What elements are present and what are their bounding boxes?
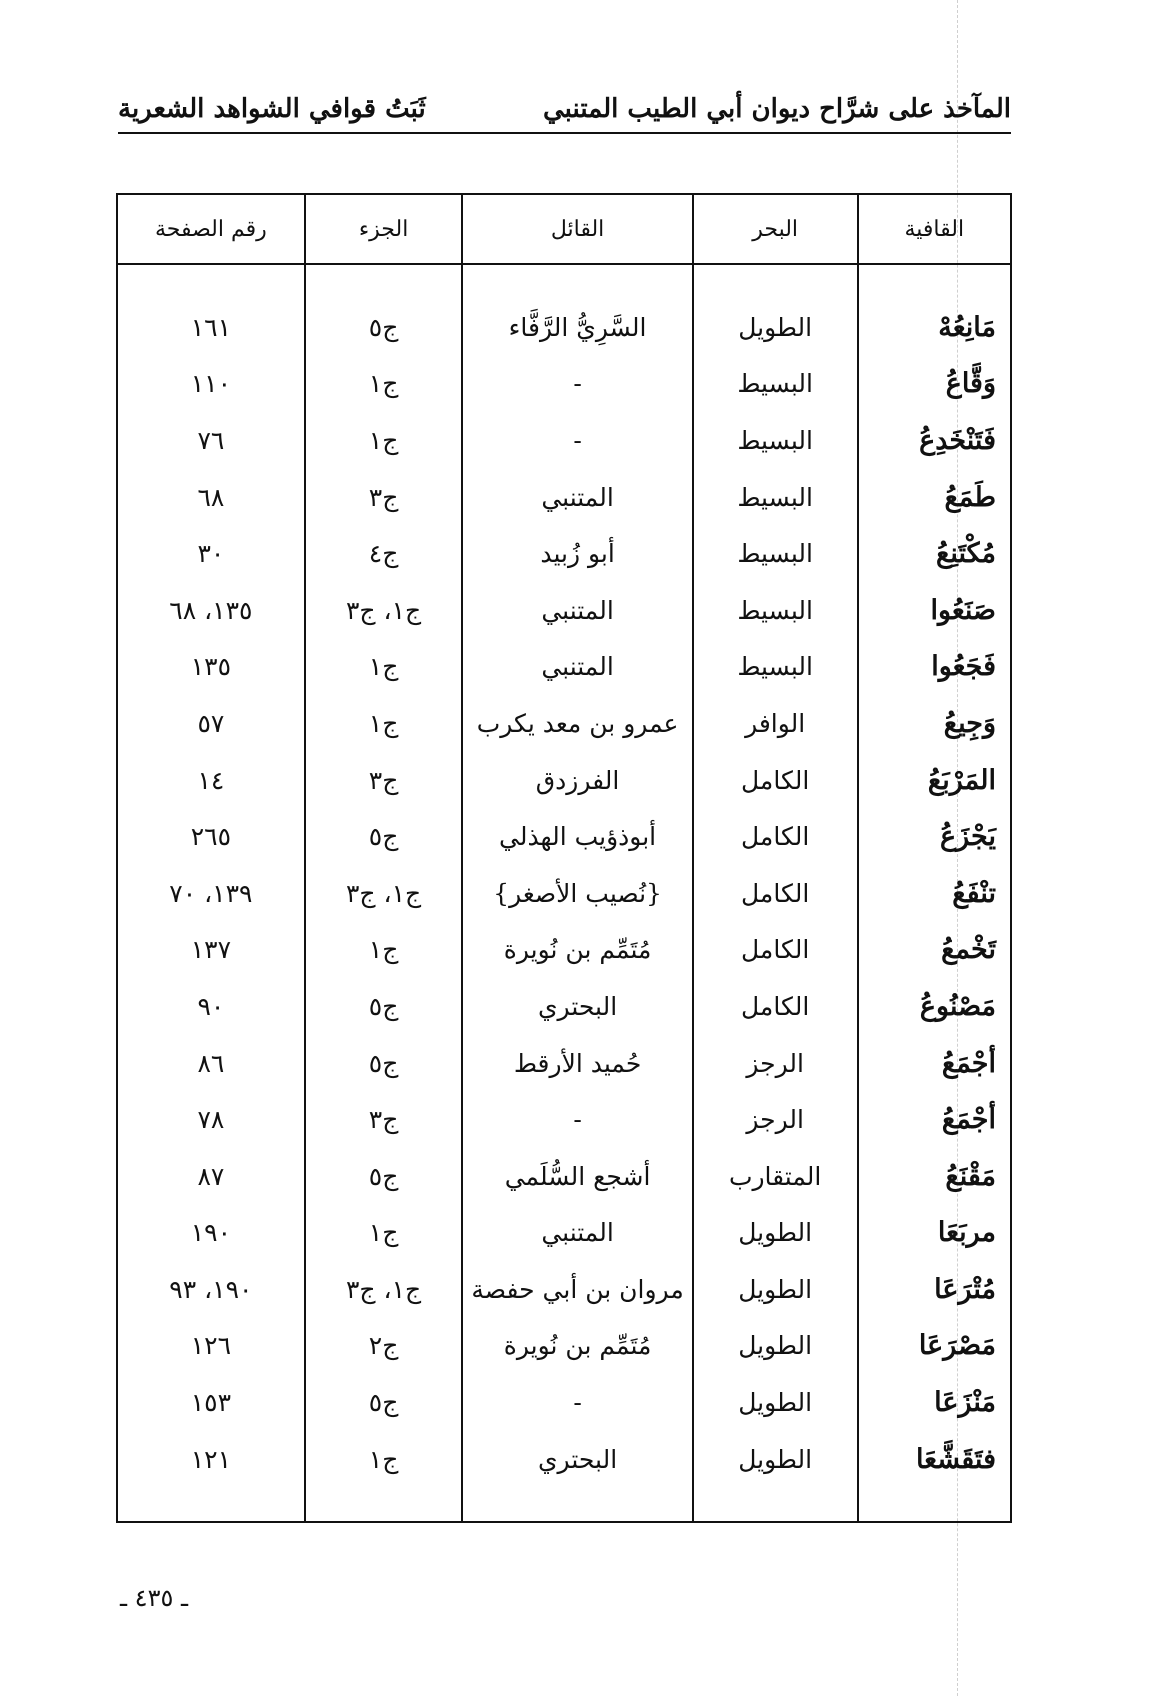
cell-poet: أبوذؤيب الهذلي	[462, 808, 692, 865]
rhyme-index-table	[116, 193, 1012, 1523]
cell-page: ١٢١	[190, 1444, 232, 1474]
cell-meter: المتقارب	[693, 1148, 858, 1205]
cell-poet: المتنبي	[462, 469, 692, 526]
cell-meter: الكامل	[693, 865, 858, 922]
cell-rhyme: تَخْمعُ	[858, 922, 1011, 979]
table-row	[117, 695, 1011, 752]
cell-page: ١٩٠، ٩٣	[169, 1274, 253, 1304]
column-header-part: الجزء	[305, 194, 463, 264]
cell-rhyme: وَجِيعُ	[858, 695, 1011, 752]
table-row	[117, 1205, 1011, 1262]
cell-page: ٩٠	[197, 991, 225, 1021]
cell-meter: البسيط	[693, 356, 858, 413]
cell-meter: الطويل	[693, 299, 858, 356]
cell-poet: الفرزدق	[462, 752, 692, 809]
cell-part: ج٣	[305, 752, 463, 809]
cell-part: ج٥	[305, 1148, 463, 1205]
table-row	[117, 922, 1011, 979]
cell-page: ١٣٧	[190, 935, 232, 965]
table-row	[117, 865, 1011, 922]
cell-part: ج١، ج٣	[305, 1261, 463, 1318]
cell-page: ٧٨	[197, 1105, 225, 1135]
cell-poet: البحتري	[462, 978, 692, 1035]
cell-poet: مروان بن أبي حفصة	[462, 1261, 692, 1318]
cell-rhyme: طَمَعُ	[858, 469, 1011, 526]
table-row-spacer-top	[117, 264, 1011, 299]
cell-rhyme: فَجَعُوا	[858, 639, 1011, 696]
table-row	[117, 808, 1011, 865]
table-row	[117, 1318, 1011, 1375]
cell-poet: المتنبي	[462, 639, 692, 696]
cell-part: ج٣	[305, 469, 463, 526]
cell-part: ج٥	[305, 978, 463, 1035]
cell-part: ج١	[305, 1431, 463, 1488]
cell-poet: أبو زُبيد	[462, 525, 692, 582]
cell-rhyme: فَتَنْخَدِعُ	[858, 412, 1011, 469]
cell-poet: المتنبي	[462, 1205, 692, 1262]
cell-meter: الوافر	[693, 695, 858, 752]
cell-part: ج١	[305, 639, 463, 696]
cell-rhyme: مُكْتَنِعُ	[858, 525, 1011, 582]
cell-poet: مُتَمِّم بن نُويرة	[462, 1318, 692, 1375]
cell-page: ١٣٩، ٧٠	[169, 878, 253, 908]
cell-rhyme: يَجْزَعُ	[858, 808, 1011, 865]
cell-poet: حُميد الأرقط	[462, 1035, 692, 1092]
cell-rhyme: مُتْرَعَا	[858, 1261, 1011, 1318]
table-row	[117, 299, 1011, 356]
cell-rhyme: أجْمَعُ	[858, 1035, 1011, 1092]
cell-meter: الكامل	[693, 922, 858, 979]
cell-rhyme: صَنَعُوا	[858, 582, 1011, 639]
cell-page: ١١٠	[190, 369, 232, 399]
cell-rhyme: مربَعَا	[858, 1205, 1011, 1262]
cell-poet: -	[462, 412, 692, 469]
running-head	[118, 86, 1011, 134]
table-row	[117, 1431, 1011, 1488]
table-row-spacer-bottom	[117, 1487, 1011, 1522]
cell-poet: البحتري	[462, 1431, 692, 1488]
cell-part: ج١، ج٣	[305, 582, 463, 639]
table-header-row	[117, 194, 1011, 264]
table-row	[117, 978, 1011, 1035]
column-header-rhyme: القافية	[858, 194, 1011, 264]
page-number: ـ ٤٣٥ ـ	[120, 1584, 189, 1612]
cell-part: ج١	[305, 922, 463, 979]
cell-page: ٨٦	[197, 1048, 225, 1078]
column-header-meter: البحر	[693, 194, 858, 264]
cell-page: ٣٠	[197, 539, 225, 569]
cell-poet: أشجع السُّلَمي	[462, 1148, 692, 1205]
cell-rhyme: مَقْنَعُ	[858, 1148, 1011, 1205]
cell-part: ج٢	[305, 1318, 463, 1375]
cell-meter: البسيط	[693, 412, 858, 469]
cell-meter: البسيط	[693, 582, 858, 639]
cell-meter: الطويل	[693, 1374, 858, 1431]
cell-page: ١٢٦	[190, 1331, 232, 1361]
table-row	[117, 1261, 1011, 1318]
cell-rhyme: أجْمَعُ	[858, 1091, 1011, 1148]
cell-meter: الطويل	[693, 1431, 858, 1488]
cell-page: ١٣٥	[190, 652, 232, 682]
cell-part: ج٥	[305, 299, 463, 356]
cell-rhyme: مَصْنُوعُ	[858, 978, 1011, 1035]
cell-poet: -	[462, 356, 692, 413]
table-row	[117, 1091, 1011, 1148]
cell-page: ٨٧	[197, 1161, 225, 1191]
cell-rhyme: مَصْرَعَا	[858, 1318, 1011, 1375]
cell-part: ج٤	[305, 525, 463, 582]
cell-part: ج٥	[305, 1035, 463, 1092]
cell-meter: البسيط	[693, 469, 858, 526]
cell-meter: الكامل	[693, 978, 858, 1035]
table-row	[117, 1148, 1011, 1205]
section-title: ثَبَتُ قوافي الشواهد الشعرية	[118, 94, 426, 124]
cell-poet: السَّرِيُّ الرَّفَّاء	[462, 299, 692, 356]
cell-meter: الرجز	[693, 1035, 858, 1092]
cell-rhyme: المَرْبَعُ	[858, 752, 1011, 809]
cell-rhyme: مَنْزَعَا	[858, 1374, 1011, 1431]
cell-part: ج١، ج٣	[305, 865, 463, 922]
cell-meter: الكامل	[693, 752, 858, 809]
cell-part: ج١	[305, 1205, 463, 1262]
cell-page: ١٥٣	[190, 1388, 232, 1418]
cell-meter: البسيط	[693, 639, 858, 696]
table-row	[117, 1374, 1011, 1431]
cell-page: ١٩٠	[190, 1218, 232, 1248]
column-header-poet: القائل	[462, 194, 692, 264]
table-row	[117, 525, 1011, 582]
cell-poet: عمرو بن معد يكرب	[462, 695, 692, 752]
cell-part: ج٥	[305, 1374, 463, 1431]
cell-page: ١٣٥، ٦٨	[169, 595, 253, 625]
table-row	[117, 469, 1011, 526]
cell-meter: البسيط	[693, 525, 858, 582]
table-row	[117, 582, 1011, 639]
table-body	[117, 264, 1011, 1522]
table-row	[117, 639, 1011, 696]
cell-page: ٢٦٥	[190, 822, 232, 852]
column-header-page: رقم الصفحة	[117, 194, 305, 264]
cell-meter: الطويل	[693, 1318, 858, 1375]
cell-meter: الرجز	[693, 1091, 858, 1148]
cell-part: ج٥	[305, 808, 463, 865]
cell-meter: الكامل	[693, 808, 858, 865]
cell-rhyme: تنْفَعُ	[858, 865, 1011, 922]
cell-meter: الطويل	[693, 1205, 858, 1262]
cell-page: ٥٧	[197, 708, 225, 738]
cell-rhyme: فتَقَشَّعَا	[858, 1431, 1011, 1488]
table-row	[117, 1035, 1011, 1092]
cell-meter: الطويل	[693, 1261, 858, 1318]
cell-part: ج٣	[305, 1091, 463, 1148]
cell-part: ج١	[305, 695, 463, 752]
table-row	[117, 412, 1011, 469]
cell-poet: {نُصيب الأصغر}	[462, 865, 692, 922]
cell-poet: المتنبي	[462, 582, 692, 639]
book-title: المآخذ على شرَّاح ديوان أبي الطيب المتنبي	[543, 94, 1011, 124]
table-row	[117, 356, 1011, 413]
table-row	[117, 752, 1011, 809]
cell-page: ٦٨	[197, 482, 225, 512]
cell-poet: -	[462, 1374, 692, 1431]
cell-page: ٧٦	[197, 425, 225, 455]
cell-part: ج١	[305, 412, 463, 469]
cell-page: ١٤	[197, 765, 225, 795]
cell-part: ج١	[305, 356, 463, 413]
cell-rhyme: مَانِعُهْ	[858, 299, 1011, 356]
cell-poet: مُتَمِّم بن نُويرة	[462, 922, 692, 979]
cell-rhyme: وَقَّاعُ	[858, 356, 1011, 413]
cell-page: ١٦١	[190, 312, 232, 342]
cell-poet: -	[462, 1091, 692, 1148]
